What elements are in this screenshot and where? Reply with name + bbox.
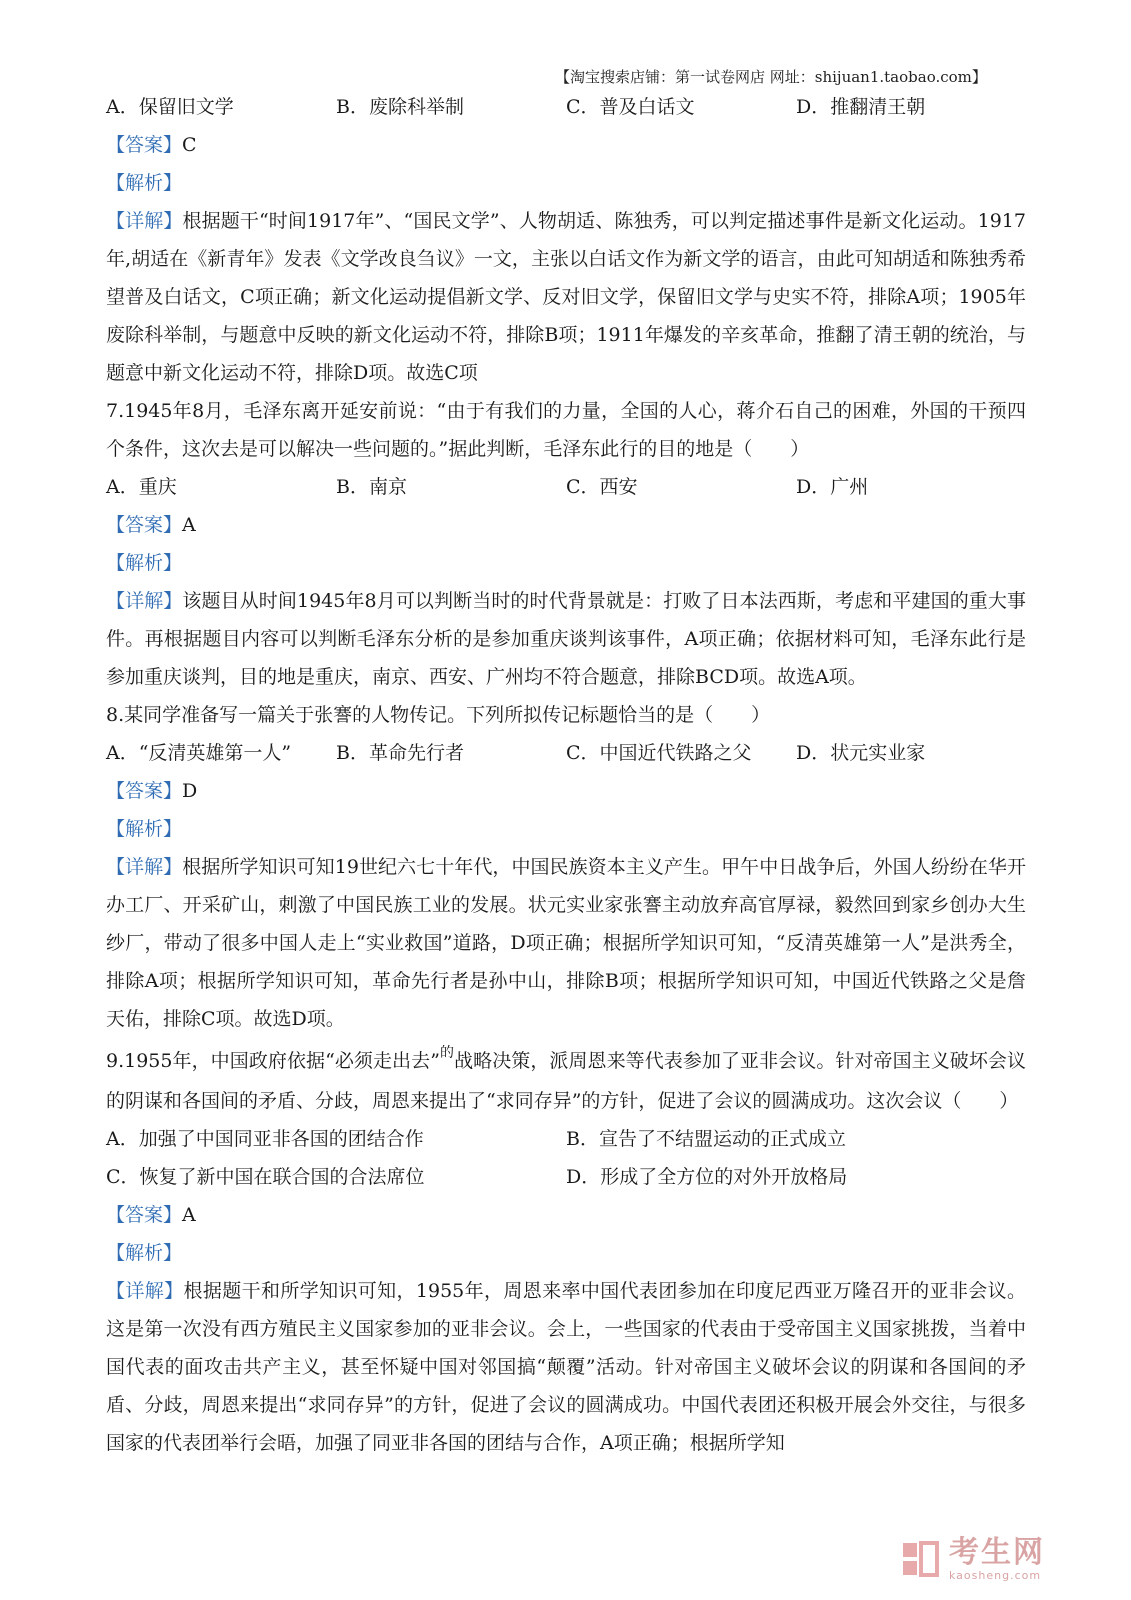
detail-tag: 【详解】 (106, 1280, 184, 1302)
q9-stem-de: 的 (439, 1045, 455, 1061)
q7-analysis (106, 544, 1026, 582)
q7-options (106, 468, 1026, 506)
analysis-tag: 【解析】 (106, 818, 183, 840)
q7-option-b: B．南京 (336, 476, 407, 498)
q9-option-d: D．形成了全方位的对外开放格局 (566, 1166, 848, 1188)
detail-text: 根据题干“时间1917年”、“国民文学”、人物胡适、陈独秀，可以判定描述事件是新文化运动。1917年,胡适在《新青年》发表《文学改良刍议》一文，主张以白话文作为新文学的语言，由此可知胡适和陈独秀希望普及白话文，C项正确；新文化运动提倡新文学、反对旧文学，保留旧文学与史实不符，排除A项；1905年废除科举制，与题意中反映的新文化运动不符，排除B项；1911年爆发的辛亥革命，推翻了清王朝的统治，与题意中新文化运动不符，排除D项。故选C项 (106, 210, 1026, 384)
q7-option-d: D．广州 (796, 476, 869, 498)
document-body (106, 88, 1026, 1462)
q7-answer (106, 506, 1026, 544)
answer-value: C (182, 134, 197, 156)
q6-analysis (106, 164, 1026, 202)
detail-tag: 【详解】 (106, 210, 183, 232)
q8-detail (106, 848, 1026, 1038)
detail-tag: 【详解】 (106, 590, 183, 612)
answer-value: A (182, 514, 196, 536)
detail-text: 该题目从时间1945年8月可以判断当时的时代背景就是：打败了日本法西斯，考虑和平建国的重大事件。再根据题目内容可以判断毛泽东分析的是参加重庆谈判该事件，A项正确；依据材料可知，毛泽东此行是参加重庆谈判，目的地是重庆，南京、西安、广州均不符合题意，排除BCD项。故选A项。 (106, 590, 1026, 688)
q6-option-b: B．废除科举制 (336, 96, 464, 118)
q8-analysis (106, 810, 1026, 848)
q9-analysis (106, 1234, 1026, 1272)
q6-detail (106, 202, 1026, 392)
answer-tag: 【答案】 (106, 134, 183, 156)
q9-options-row1 (106, 1120, 1026, 1158)
q8-option-b: B．革命先行者 (336, 742, 464, 764)
detail-text: 根据所学知识可知19世纪六七十年代，中国民族资本主义产生。甲午中日战争后，外国人纷纷在华开办工厂、开采矿山，刺激了中国民族工业的发展。状元实业家张謇主动放弃高官厚禄，毅然回到家乡创办大生纱厂，带动了很多中国人走上“实业救国”道路，D项正确；根据所学知识可知，“反清英雄第一人”是洪秀全，排除A项；根据所学知识可知，革命先行者是孙中山，排除B项；根据所学知识可知，中国近代铁路之父是詹天佑，排除C项。故选D项。 (106, 856, 1026, 1030)
analysis-tag: 【解析】 (106, 172, 183, 194)
analysis-tag: 【解析】 (106, 1242, 183, 1264)
q8-answer (106, 772, 1026, 810)
q6-option-d: D．推翻清王朝 (796, 96, 926, 118)
watermark-sub: kaosheng.com (949, 1568, 1042, 1582)
detail-text: 根据题干和所学知识可知，1955年，周恩来率中国代表团参加在印度尼西亚万隆召开的亚非会议。这是第一次没有西方殖民主义国家参加的亚非会议。会上，一些国家的代表由于受帝国主义国家挑拨，当着中国代表的面攻击共产主义，甚至怀疑中国对邻国搞“颠覆”活动。针对帝国主义破坏会议的阴谋和各国间的矛盾、分歧，周恩来提出“求同存异”的方针，促进了会议的圆满成功。中国代表团还积极开展会外交往，与很多国家的代表团举行会晤，加强了同亚非各国的团结与合作，A项正确；根据所学知 (106, 1280, 1026, 1454)
answer-tag: 【答案】 (106, 1204, 183, 1226)
detail-tag: 【详解】 (106, 856, 183, 878)
answer-value: D (182, 780, 198, 802)
q8-option-a: A．“反清英雄第一人” (106, 742, 292, 764)
watermark-text: 考生网 (949, 1534, 1045, 1570)
analysis-tag: 【解析】 (106, 552, 183, 574)
q9-option-a: A．加强了中国同亚非各国的团结合作 (106, 1128, 424, 1150)
q6-option-a: A．保留旧文学 (106, 96, 234, 118)
q6-options (106, 88, 1026, 126)
q9-stem (106, 1042, 1026, 1120)
q9-options-row2 (106, 1158, 1026, 1196)
q8-options (106, 734, 1026, 772)
q9-answer (106, 1196, 1026, 1234)
q8-stem: 8.某同学准备写一篇关于张謇的人物传记。下列所拟传记标题恰当的是（ ） (106, 704, 771, 726)
q9-detail (106, 1272, 1026, 1462)
kaosheng-logo-icon (901, 1539, 941, 1579)
q8-option-d: D．状元实业家 (796, 742, 926, 764)
q7-option-a: A．重庆 (106, 476, 177, 498)
q7-option-c: C．西安 (566, 476, 638, 498)
header-note: 【淘宝搜索店铺：第一试卷网店 网址：shijuan1.taobao.com】 (555, 68, 987, 86)
q6-option-c: C．普及白话文 (566, 96, 695, 118)
q6-answer (106, 126, 1026, 164)
q9-stem-part1: 9.1955年，中国政府依据“必须走出去” (106, 1050, 440, 1072)
q7-stem: 7.1945年8月，毛泽东离开延安前说：“由于有我们的力量，全国的人心，蒋介石自己的困难，外国的干预四个条件，这次去是可以解决一些问题的。”据此判断，毛泽东此行的目的地是（ ） (106, 400, 1026, 460)
q9-option-b: B．宣告了不结盟运动的正式成立 (566, 1128, 846, 1150)
q9-option-c: C．恢复了新中国在联合国的合法席位 (106, 1166, 425, 1188)
q8-option-c: C．中国近代铁路之父 (566, 742, 752, 764)
answer-tag: 【答案】 (106, 514, 183, 536)
q9-stem-part2: 战略决策，派周恩来等代表参加了亚非会议。针对帝国主义破坏会议的阴谋和各国间的矛盾、分歧，周恩来提出了“求同存异”的方针，促进了会议的圆满成功。这次会议（ ） (106, 1050, 1026, 1112)
answer-tag: 【答案】 (106, 780, 183, 802)
answer-value: A (182, 1204, 196, 1226)
watermark (901, 1534, 1091, 1584)
q7-detail (106, 582, 1026, 696)
